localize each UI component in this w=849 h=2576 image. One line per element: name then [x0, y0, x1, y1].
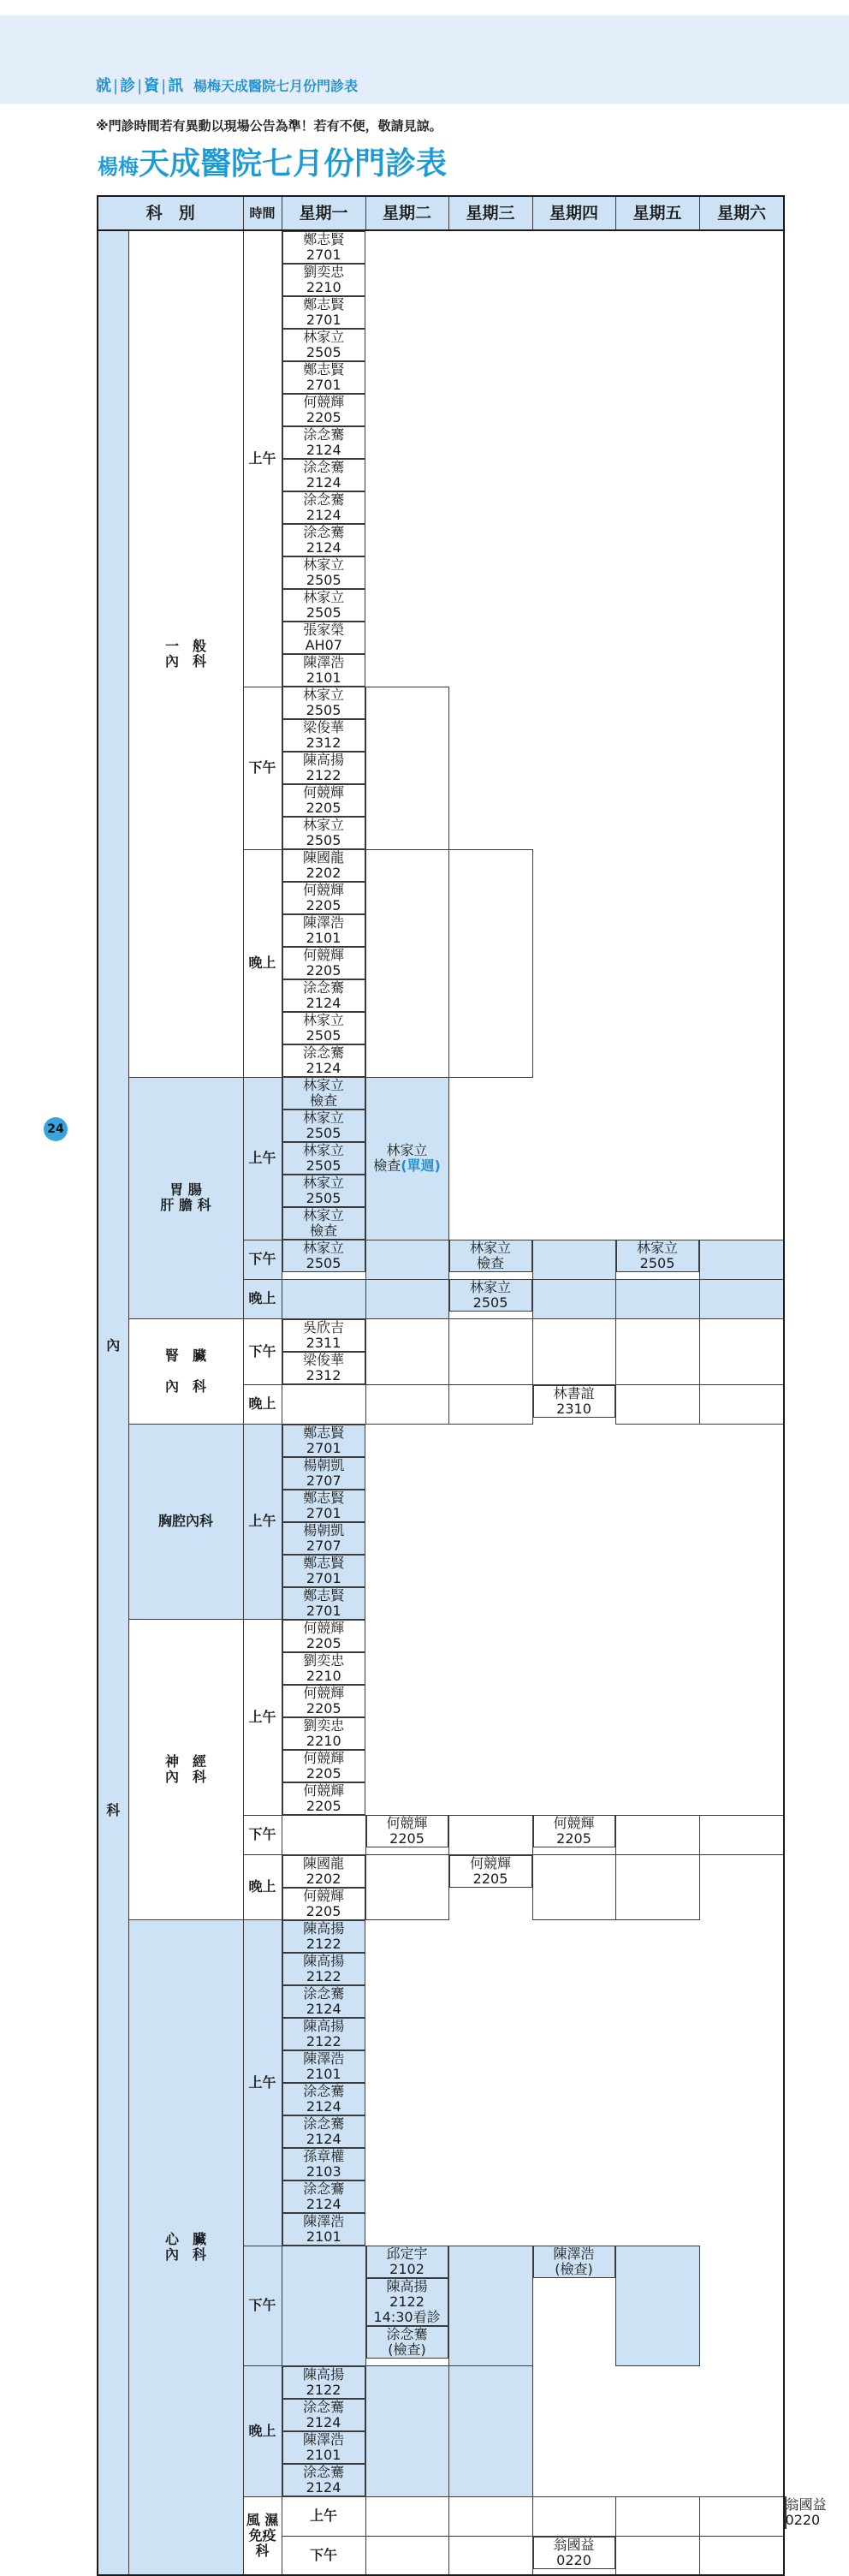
schedule-cell: 陳國龍 2202: [282, 1855, 365, 1888]
schedule-cell: 林家立 2505: [282, 1240, 365, 1272]
schedule-cell: 林家立 2505: [616, 1240, 699, 1272]
schedule-cell: 張家榮 AH07: [282, 622, 366, 654]
schedule-cell: [532, 1279, 615, 1318]
schedule-cell: 陳高揚 2122: [282, 2366, 365, 2399]
schedule-cell: 何競輝 2205: [282, 394, 366, 426]
schedule-cell: [282, 2246, 365, 2365]
schedule-cell: 鄭志賢 2701: [282, 361, 366, 394]
schedule-cell: 涂念騫 2124: [282, 2115, 366, 2148]
schedule-cell: [365, 1279, 448, 1318]
schedule-cell: [365, 2365, 448, 2496]
slot-am: 上午: [243, 1920, 282, 2246]
schedule-cell: [365, 2496, 448, 2536]
schedule-cell: 林家立 2505: [282, 1012, 365, 1044]
schedule-cell: 涂念騫 (檢查): [366, 2326, 448, 2359]
schedule-cell: 林家立 2505: [282, 556, 366, 589]
day-header-fri: 星期五: [615, 196, 699, 230]
schedule-cell: [615, 2246, 699, 2365]
dept-label-line: 內 科: [165, 652, 207, 669]
schedule-cell: [699, 2496, 784, 2536]
schedule-cell: 陳高揚 2122 14:30看診: [366, 2278, 448, 2326]
slot-pm: 下午: [243, 1318, 282, 1384]
table-row: [98, 1920, 784, 2115]
dept-neurology: [128, 1620, 243, 1920]
schedule-cell: 鄭志賢 2701: [282, 1425, 366, 1457]
slot-am: 上午: [243, 1077, 282, 1240]
schedule-cell: 何競輝 2205: [282, 1750, 366, 1782]
time-header: 時間: [243, 196, 282, 230]
schedule-cell: [699, 1240, 784, 1279]
dept-label-line: 神 經: [165, 1753, 207, 1770]
dept-nephrology: [128, 1318, 243, 1424]
schedule-cell: 何競輝 2205: [366, 1815, 448, 1847]
schedule-cell: 林家立 2505: [282, 817, 365, 849]
schedule-cell: 陳澤浩 2101: [282, 914, 365, 947]
schedule-cell: 陳澤浩 2101: [282, 2431, 365, 2464]
schedule-cell: [615, 2536, 699, 2575]
schedule-cell: [699, 1279, 784, 1318]
slot-am: 上午: [243, 1424, 282, 1620]
schedule-cell: [448, 1815, 532, 1854]
schedule-cell: 涂念騫 2124: [282, 491, 366, 524]
section-title: 楊梅天成醫院七月份門診表: [193, 78, 359, 94]
schedule-cell: 楊朝凱 2707: [282, 1522, 366, 1555]
schedule-cell: 何競輝 2205: [282, 947, 365, 979]
schedule-cell: [448, 2365, 532, 2496]
schedule-cell: [365, 1240, 448, 1279]
slot-am: 上午: [243, 1620, 282, 1816]
dept-label-line: 免疫科: [248, 2526, 276, 2559]
schedule-cell: 林家立 2505: [282, 1142, 365, 1175]
dept-label-line: 內 科: [165, 1769, 207, 1785]
slot-pm: 下午: [243, 1815, 282, 1854]
schedule-cell: 林家立 2505: [282, 1110, 365, 1142]
schedule-cell: [365, 687, 448, 849]
schedule-cell: 何競輝 2205: [282, 1620, 366, 1652]
schedule-cell: 陳高揚 2122: [282, 752, 365, 784]
schedule-cell: 陳高揚 2122: [282, 1920, 366, 1953]
schedule-cell: [448, 1318, 532, 1384]
schedule-cell: 林書誼 2310: [533, 1385, 615, 1418]
slot-eve: 晚上: [243, 2365, 282, 2496]
schedule-cell: 鄭志賢 2701: [282, 1555, 366, 1587]
schedule-cell: 翁國益 0220: [785, 2496, 827, 2528]
schedule-cell: 林家立 檢查: [282, 1077, 365, 1110]
dept-label-line: 心 臟: [165, 2231, 207, 2247]
dept-cardiology: [128, 1920, 243, 2576]
schedule-cell: 林家立 2505: [282, 687, 365, 719]
dept-gi-hepatobiliary: [128, 1077, 243, 1318]
schedule-cell: 林家立 2505: [282, 589, 366, 622]
schedule-cell: [365, 2536, 448, 2575]
dept-rheumatology: [243, 2496, 282, 2575]
schedule-cell: [615, 1279, 699, 1318]
category-char-top: 內: [106, 1337, 121, 1353]
schedule-cell: 陳澤浩 2101: [282, 2050, 366, 2083]
schedule-cell: 何競輝 2205: [533, 1815, 615, 1847]
section-word-1: 就: [96, 77, 111, 95]
schedule-cell: [532, 2496, 615, 2536]
schedule-cell: 涂念騫 2124: [282, 459, 366, 491]
schedule-cell: 吳欣吉 2311: [282, 1319, 365, 1352]
table-row: [98, 1077, 784, 1240]
schedule-cell: 涂念騫 2124: [282, 2083, 366, 2115]
dept-label-line: 胃 腸: [169, 1181, 202, 1198]
slot-eve: 晚上: [243, 1279, 282, 1318]
slot-eve: 晚上: [243, 849, 282, 1077]
schedule-cell: [365, 1854, 448, 1920]
dept-general-internal: [128, 230, 243, 1077]
schedule-cell: [365, 849, 448, 1077]
dept-label-line: 內 科: [165, 1377, 207, 1395]
schedule-cell: 涂念騫 2124: [282, 1044, 365, 1077]
schedule-cell: 梁俊華 2312: [282, 1352, 365, 1384]
schedule-cell: 孫章權 2103: [282, 2148, 366, 2180]
schedule-cell: 陳澤浩 2101: [282, 2213, 366, 2246]
section-label: 就 | 診 | 資 | 訊: [96, 77, 184, 95]
table-row: [98, 1620, 784, 1816]
schedule-cell: 林家立 檢查: [449, 1240, 532, 1272]
schedule-cell: [282, 1279, 365, 1318]
schedule-cell: 林家立 2505: [282, 329, 366, 361]
schedule-cell: [615, 1815, 699, 1854]
schedule-cell: 劉奕忠 2210: [282, 1717, 366, 1750]
slot-pm: 下午: [282, 2536, 365, 2575]
page-number: 24: [44, 1117, 68, 1141]
table-row: [98, 230, 784, 426]
slot-eve: 晚上: [243, 1854, 282, 1920]
schedule-cell: 鄭志賢 2701: [282, 1587, 366, 1620]
schedule-cell: 陳澤浩 2101: [282, 654, 366, 687]
schedule-cell: 邱定宇 2102: [366, 2246, 448, 2278]
schedule-cell: 陳澤浩 (檢查): [533, 2246, 615, 2278]
schedule-cell: [282, 1384, 365, 1424]
schedule-cell: 何競輝 2205: [282, 882, 365, 914]
cell-note-accent: (單週): [401, 1157, 441, 1174]
dept-label-line: 肝 膽 科: [160, 1197, 211, 1213]
schedule-cell: 涂念騫 2124: [282, 2464, 365, 2496]
schedule-cell: [532, 1854, 615, 1920]
slot-pm: 下午: [243, 687, 282, 849]
schedule-cell: [699, 2536, 784, 2575]
category-char-bottom: 科: [106, 1802, 121, 1818]
dept-header: 科 別: [98, 196, 243, 230]
day-header-wed: 星期三: [448, 196, 532, 230]
dept-label-line: 腎 臟: [165, 1347, 207, 1364]
schedule-cell: 何競輝 2205: [449, 1855, 532, 1888]
day-header-thu: 星期四: [532, 196, 615, 230]
slot-eve: 晚上: [243, 1384, 282, 1424]
schedule-cell: 涂念鶱 2124: [282, 2180, 366, 2213]
schedule-cell: 涂念騫 2124: [282, 2399, 365, 2431]
title-prefix: 楊梅: [98, 155, 139, 179]
slot-pm: 下午: [243, 1240, 282, 1279]
schedule-cell: 涂念騫 2124: [282, 1985, 366, 2018]
cell-name: 林家立: [386, 1142, 428, 1158]
slot-am: 上午: [243, 230, 282, 687]
schedule-cell: [699, 1815, 784, 1854]
table-row: [98, 1424, 784, 1620]
schedule-cell: 陳高揚 2122: [282, 2018, 366, 2050]
table-row: [98, 1318, 784, 1384]
notice-text: ※門診時間若有異動以現場公告為準！若有不便，敬請見諒。: [96, 118, 442, 134]
schedule-cell: [448, 849, 532, 1077]
schedule-cell: [365, 1077, 448, 1240]
slot-am: 上午: [282, 2496, 365, 2536]
schedule-cell: 何競輝 2205: [282, 1685, 366, 1717]
schedule-cell: [365, 1318, 448, 1384]
cell-note: 檢查: [373, 1157, 401, 1174]
dept-label-line: 風 濕: [246, 2511, 279, 2528]
schedule-cell: 梁俊華 2312: [282, 719, 365, 752]
schedule-table: [97, 195, 827, 2576]
schedule-cell: [448, 2536, 532, 2575]
dept-label-line: 一 般: [165, 637, 207, 654]
schedule-cell: [365, 1384, 448, 1424]
schedule-cell: [699, 1384, 784, 1424]
schedule-cell: 劉奕忠 2210: [282, 1652, 366, 1685]
dept-chest: 胸腔內科: [128, 1424, 243, 1620]
day-header-tue: 星期二: [365, 196, 448, 230]
schedule-cell: 鄭志賢 2701: [282, 296, 366, 329]
section-word-4: 訊: [168, 77, 184, 95]
schedule-cell: [448, 1384, 532, 1424]
section-word-2: 診: [120, 77, 136, 95]
schedule-cell: 鄭志賢 2701: [282, 231, 366, 264]
schedule-cell: 楊朝凱 2707: [282, 1457, 366, 1490]
schedule-cell: 翁國益 0220: [533, 2537, 615, 2569]
schedule-cell: [532, 1240, 615, 1279]
schedule-cell: [615, 1854, 699, 1920]
schedule-cell: [448, 2246, 532, 2365]
schedule-cell: 何競輝 2205: [282, 784, 365, 817]
schedule-cell: 何競輝 2205: [282, 1888, 365, 1920]
schedule-cell: 林家立 2505: [282, 1175, 365, 1207]
day-header-sat: 星期六: [699, 196, 784, 230]
schedule-cell: 陳國龍 2202: [282, 849, 365, 882]
schedule-cell: [448, 2496, 532, 2536]
schedule-cell: 劉奕忠 2210: [282, 264, 366, 296]
schedule-cell: 涂念騫 2124: [282, 426, 366, 459]
schedule-cell: [282, 1815, 365, 1854]
internal-medicine-category: [98, 230, 128, 2575]
schedule-cell: 涂念騫 2124: [282, 524, 366, 556]
schedule-cell: [615, 1318, 699, 1384]
schedule-cell: [615, 2496, 699, 2536]
schedule-cell: [615, 1384, 699, 1424]
table-header-row: [98, 196, 784, 230]
schedule-cell: 林家立 2505: [449, 1279, 532, 1312]
schedule-cell: 林家立 檢查: [282, 1207, 365, 1240]
schedule-cell: [532, 1318, 615, 1384]
schedule-cell: 鄭志賢 2701: [282, 1490, 366, 1522]
section-word-3: 資: [144, 77, 160, 95]
slot-pm: 下午: [243, 2246, 282, 2365]
page-title: [98, 140, 447, 183]
schedule-cell: 何競輝 2205: [282, 1782, 366, 1815]
day-header-mon: 星期一: [282, 196, 365, 230]
title-main: 天成醫院七月份門診表: [139, 146, 448, 181]
schedule-cell: 陳高揚 2122: [282, 1953, 366, 1985]
dept-label-line: 內 科: [165, 2246, 207, 2263]
schedule-cell: 涂念騫 2124: [282, 979, 365, 1012]
